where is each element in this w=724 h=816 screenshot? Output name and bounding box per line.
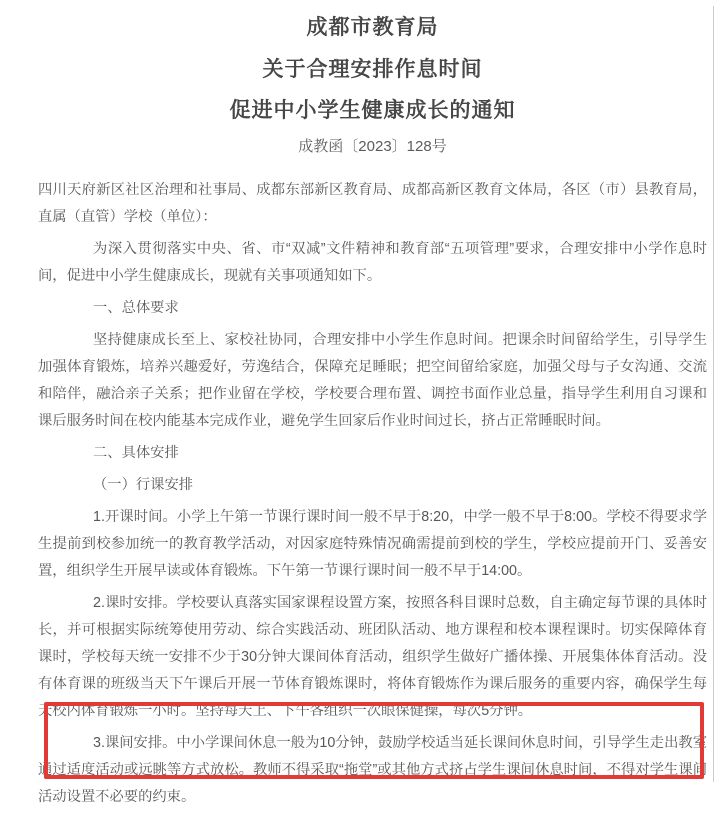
item-1-paragraph: 1.开课时间。小学上午第一节课行课时间一般不早于8:20，中学一般不早于8:00。学校不得要求学生提前到校参加统一的教育教学活动，对因家庭特殊情况确需提前到校的学生，学校应提前开门、妥善安置，组织学生开展早读或体育锻炼。下午第一节课行课时间一般不早于14:00。	[38, 509, 707, 579]
document-content	[38, 0, 707, 816]
document-body	[38, 177, 707, 811]
document-title-line-2: 关于合理安排作息时间	[262, 58, 483, 81]
item-2-paragraph: 2.课时安排。学校要认真落实国家课程设置方案，按照各科目课时总数，自主确定每节课的具体时长，并可根据实际统筹使用劳动、综合实践活动、班团队活动、地方课程和校本课程课时。切实保障体育课时，学校每天统一安排不少于30分钟大课间体育活动，组织学生做好广播体操、开展集体体育活动。没有体育课的班级当天下午课后开展一节体育锻炼课时，将体育锻炼作为课后服务的重要内容，确保学生每天校内体育锻炼一小时。坚持每天上、下午各组织一次眼保健操，每次5分钟。	[38, 595, 707, 719]
intro-paragraph: 为深入贯彻落实中央、省、市“双减”文件精神和教育部“五项管理”要求，合理安排中小学作息时间，促进中小学生健康成长，现就有关事项通知如下。	[38, 241, 707, 284]
section-2-heading: 二、具体安排	[93, 445, 179, 461]
content-divider	[713, 6, 714, 782]
salutation-paragraph: 四川天府新区社区治理和社事局、成都东部新区教育局、成都高新区教育文体局，各区（市）县教育局，直属（直管）学校（单位）：	[38, 182, 707, 225]
document-title-line-3: 促进中小学生健康成长的通知	[229, 99, 516, 122]
section-1-heading: 一、总体要求	[93, 300, 179, 316]
section-2-sub-1-heading: （一）行课安排	[93, 477, 194, 493]
document-number: 成教函〔2023〕128号	[298, 138, 447, 155]
document-title-line-1: 成都市教育局	[306, 16, 439, 39]
item-3-highlighted-paragraph: 3.课间安排。中小学课间休息一般为10分钟，鼓励学校适当延长课间休息时间，引导学生走出教室通过适度活动或远眺等方式放松。教师不得采取“拖堂”或其他方式挤占学生课间休息时间，不得对学生课间活动设置不必要的约束。	[38, 735, 707, 805]
section-1-body-paragraph: 坚持健康成长至上、家校社协同，合理安排中小学生作息时间。把课余时间留给学生，引导学生加强体育锻炼，培养兴趣爱好，劳逸结合，保障充足睡眠；把空间留给家庭，加强父母与子女沟通、交流和陪伴，融洽亲子关系；把作业留在学校，学校要合理布置、调控书面作业总量，指导学生利用自习课和课后服务时间在校内能基本完成作业，避免学生回家后作业时间过长，挤占正常睡眠时间。	[38, 332, 707, 429]
